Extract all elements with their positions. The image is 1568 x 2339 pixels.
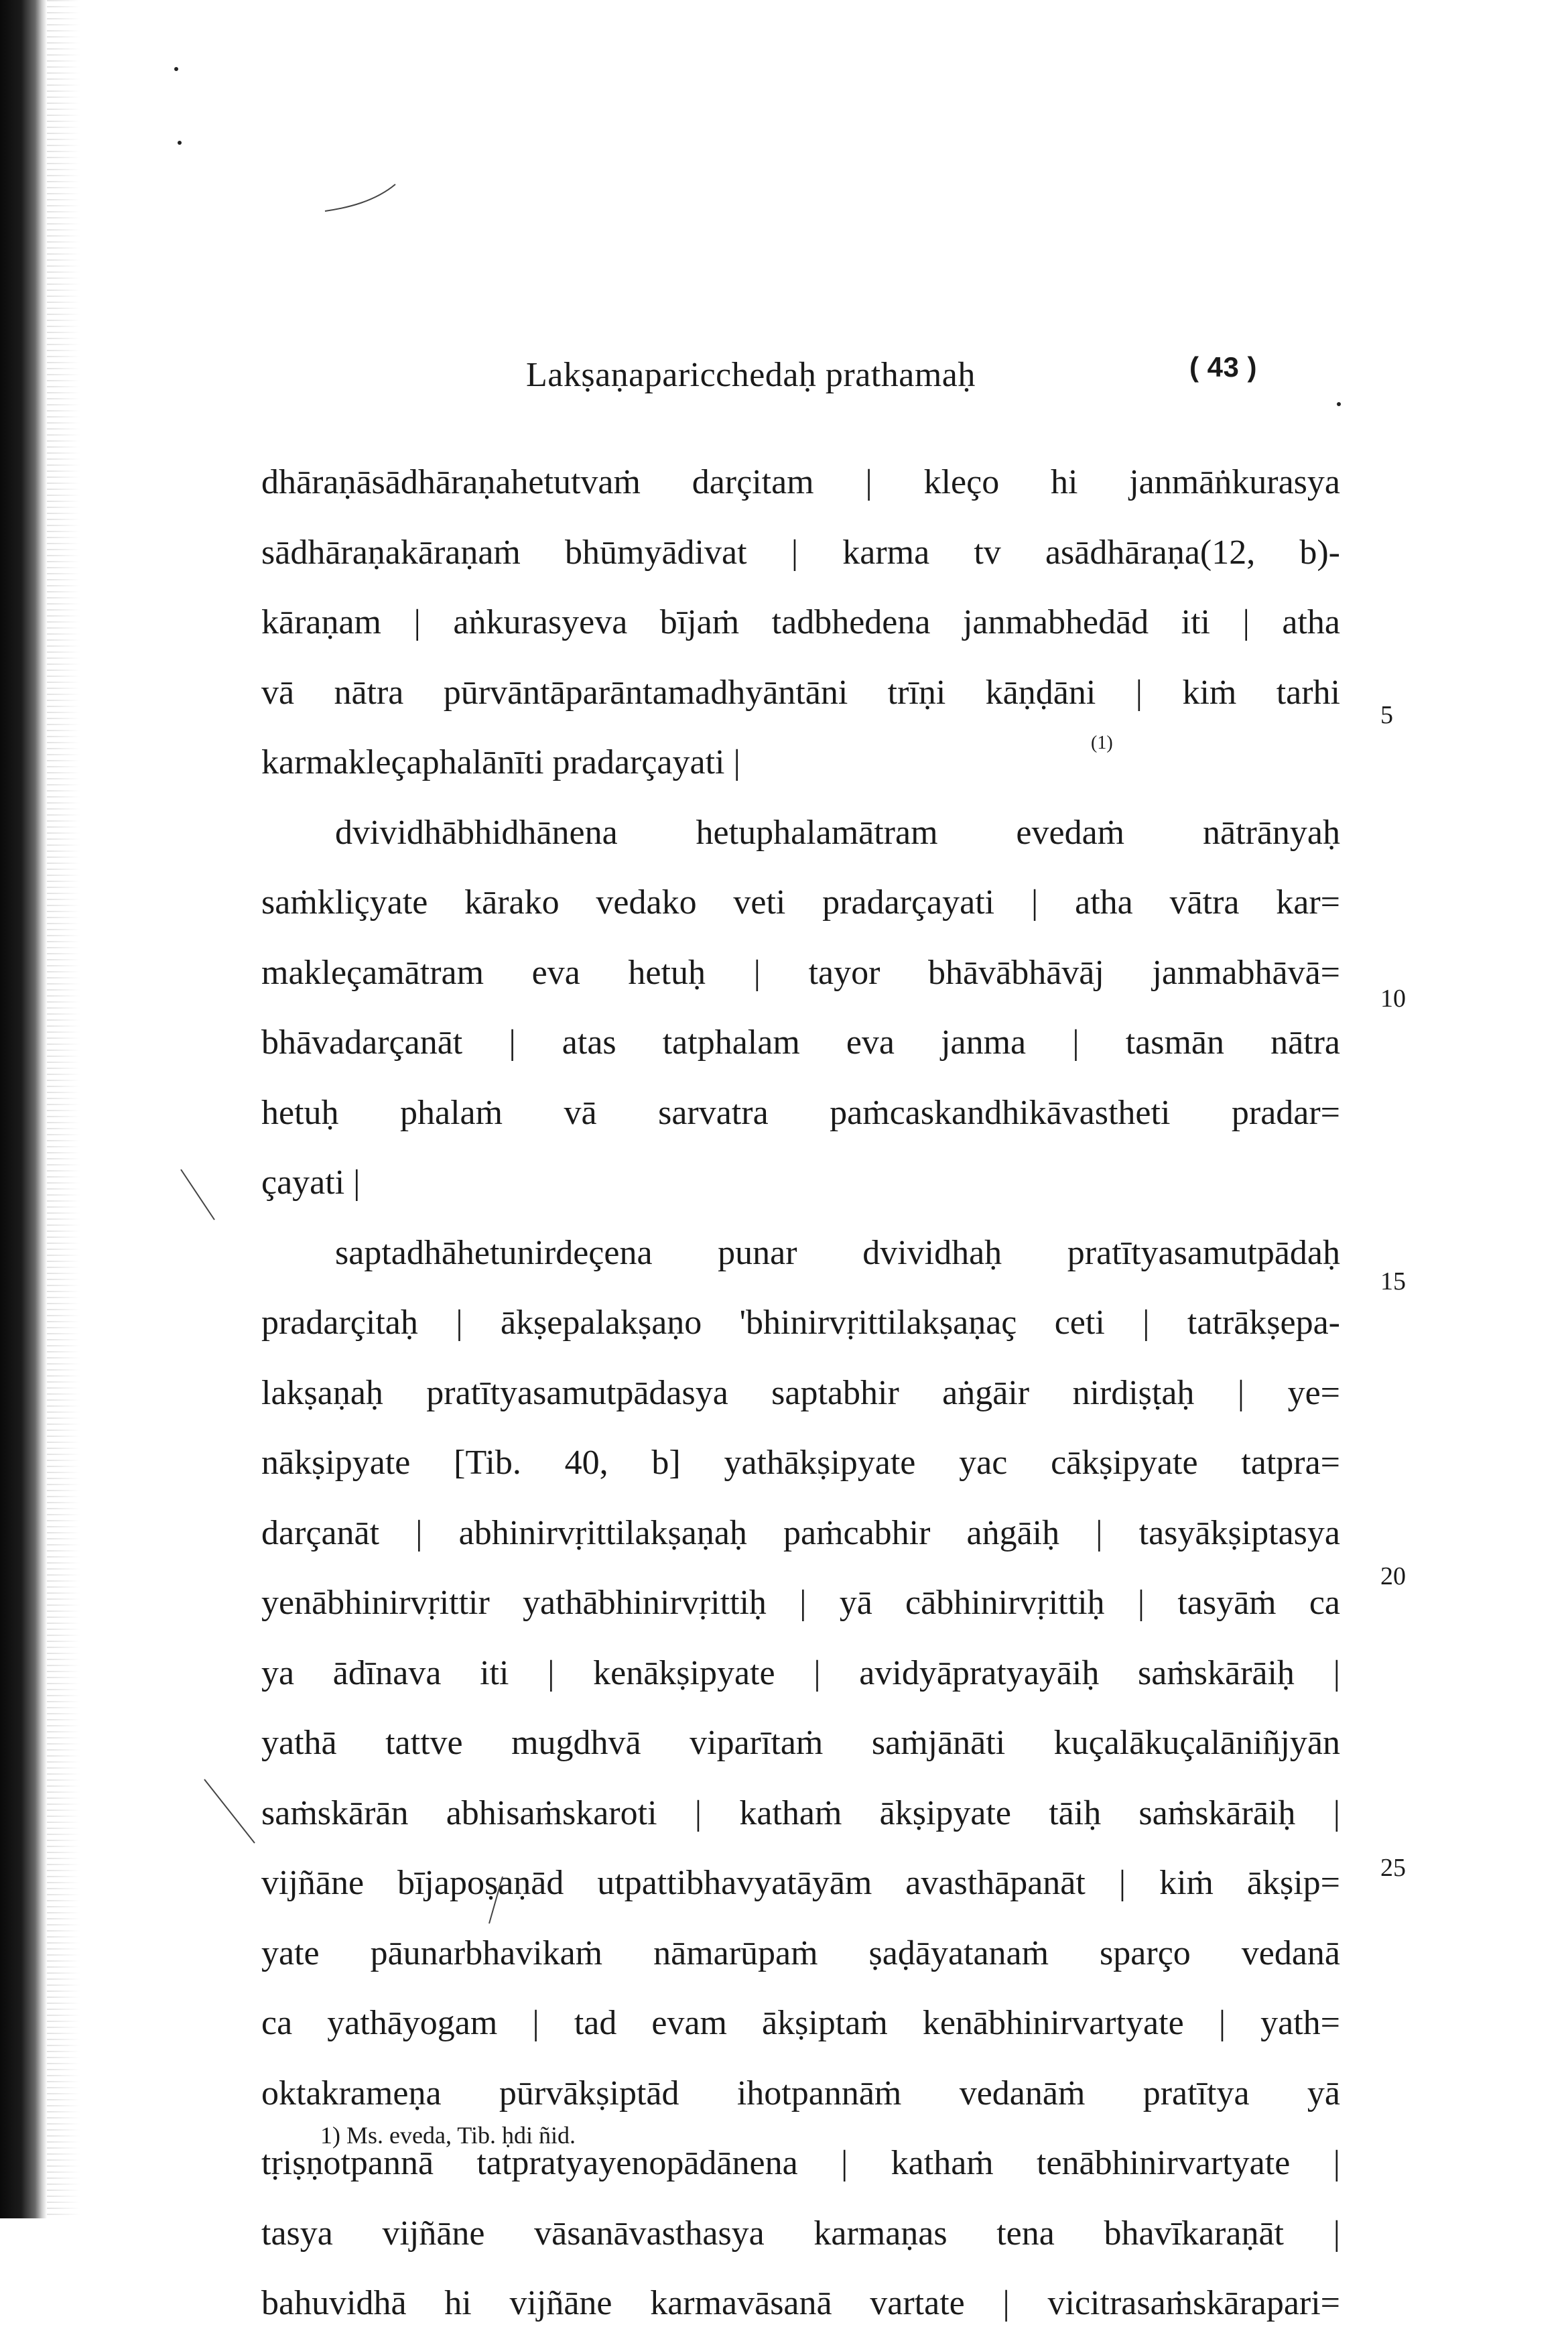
text-line: saṁkliçyate kārako vedako veti pradarçayati | atha vātra kar= xyxy=(261,883,1340,922)
text-line: tasya vijñāne vāsanāvasthasya karmaṇas tena bhavīkaraṇāt | xyxy=(261,2214,1340,2253)
scan-noise xyxy=(47,0,80,2218)
line-number: 10 xyxy=(1380,985,1406,1013)
line-number: 15 xyxy=(1380,1267,1406,1295)
scan-speck xyxy=(178,141,182,145)
text-line: oktakrameṇa pūrvākṣiptād ihotpannāṁ vedanāṁ pratītya yā xyxy=(261,2074,1340,2112)
text-line: dhāraṇāsādhāraṇahetutvaṁ darçitam | kleço hi janmāṅkurasya xyxy=(261,463,1340,501)
scan-speck xyxy=(1337,402,1341,406)
pencil-mark xyxy=(482,1873,509,1927)
pencil-mark xyxy=(322,181,402,221)
body-text xyxy=(261,448,1340,2339)
scan-speck xyxy=(174,67,178,71)
text-line: kāraṇam | aṅkurasyeva bījaṁ tadbhedena janmabhedād iti | atha xyxy=(261,603,1340,641)
text-line: makleçamātram eva hetuḥ | tayor bhāvābhāvāj janmabhāvā= xyxy=(261,953,1340,992)
line-number: 5 xyxy=(1380,701,1393,729)
text-line: pradarçitaḥ | ākṣepalakṣaṇo 'bhinirvṛittilakṣaṇaç ceti | tatrākṣepa- xyxy=(261,1304,1340,1342)
text-line: nākṣipyate [Tib. 40, b] yathākṣipyate yac cākṣipyate tatpra= xyxy=(261,1444,1340,1482)
text-line: darçanāt | abhinirvṛittilakṣaṇaḥ paṁcabhir aṅgāiḥ | tasyākṣiptasya xyxy=(261,1513,1340,1552)
pencil-mark xyxy=(178,1166,218,1226)
line-number: 25 xyxy=(1380,1854,1406,1882)
running-header xyxy=(526,351,1330,409)
text-line: sādhāraṇakāraṇaṁ bhūmyādivat | karma tv asādhāraṇa(12, b)- xyxy=(261,533,1340,572)
page-number: ( 43 ) xyxy=(1189,351,1258,383)
text-line: vijñāne bījapoṣaṇād utpattibhavyatāyām avasthāpanāt | kiṁ ākṣip= xyxy=(261,1864,1340,1902)
text-line: karmakleçaphalānīti pradarçayati | xyxy=(261,743,740,781)
text-line: yenābhinirvṛittir yathābhinirvṛittiḥ | yā cābhinirvṛittiḥ | tasyāṁ ca xyxy=(261,1584,1340,1622)
text-line: saṁskārān abhisaṁskaroti | kathaṁ ākṣipyate tāiḥ saṁskārāiḥ | xyxy=(261,1793,1340,1832)
chapter-title: Lakṣaṇaparicchedaḥ prathamaḥ xyxy=(526,356,976,394)
pencil-mark xyxy=(201,1776,261,1850)
text-line: tṛiṣṇotpannā tatpratyayenopādānena | kathaṁ tenābhinirvartyate | xyxy=(261,2144,1340,2182)
text-line: çayati | xyxy=(261,1163,361,1202)
text-line: bahuvidhā hi vijñāne karmavāsanā vartate | vicitrasaṁskārapari= xyxy=(261,2284,1340,2322)
text-line: saptadhāhetunirdeçena punar dvividhaḥ pratītyasamutpādaḥ xyxy=(335,1233,1340,1272)
text-line: bhāvadarçanāt | atas tatphalam eva janma | tasmān nātra xyxy=(261,1023,1340,1062)
line-number: 20 xyxy=(1380,1562,1406,1590)
text-line: ca yathāyogam | tad evam ākṣiptaṁ kenābhinirvartyate | yath= xyxy=(261,2004,1340,2042)
text-line: lakṣaṇaḥ pratītyasamutpādasya saptabhir aṅgāir nirdiṣṭaḥ | ye= xyxy=(261,1373,1340,1412)
text-line: yate pāunarbhavikaṁ nāmarūpaṁ ṣaḍāyatanaṁ sparço vedanā xyxy=(261,1934,1340,1972)
footnote: 1) Ms. eveda, Tib. ḥdi ñid. xyxy=(320,2122,576,2149)
text-line: dvividhābhidhānena hetuphalamātram evedaṁ nātrānyaḥ xyxy=(335,813,1340,852)
text-line: ya ādīnava iti | kenākṣipyate | avidyāpratyayāiḥ saṁskārāiḥ | xyxy=(261,1653,1340,1692)
book-binding-shadow xyxy=(0,0,47,2218)
footnote-marker: (1) xyxy=(1091,733,1113,753)
text-line: vā nātra pūrvāntāparāntamadhyāntāni trīṇi kāṇḍāni | kiṁ tarhi xyxy=(261,673,1340,712)
text-line: hetuḥ phalaṁ vā sarvatra paṁcaskandhikāvastheti pradar= xyxy=(261,1093,1340,1132)
text-line: yathā tattve mugdhvā viparītaṁ saṁjānāti kuçalākuçalāniñjyān xyxy=(261,1724,1340,1762)
